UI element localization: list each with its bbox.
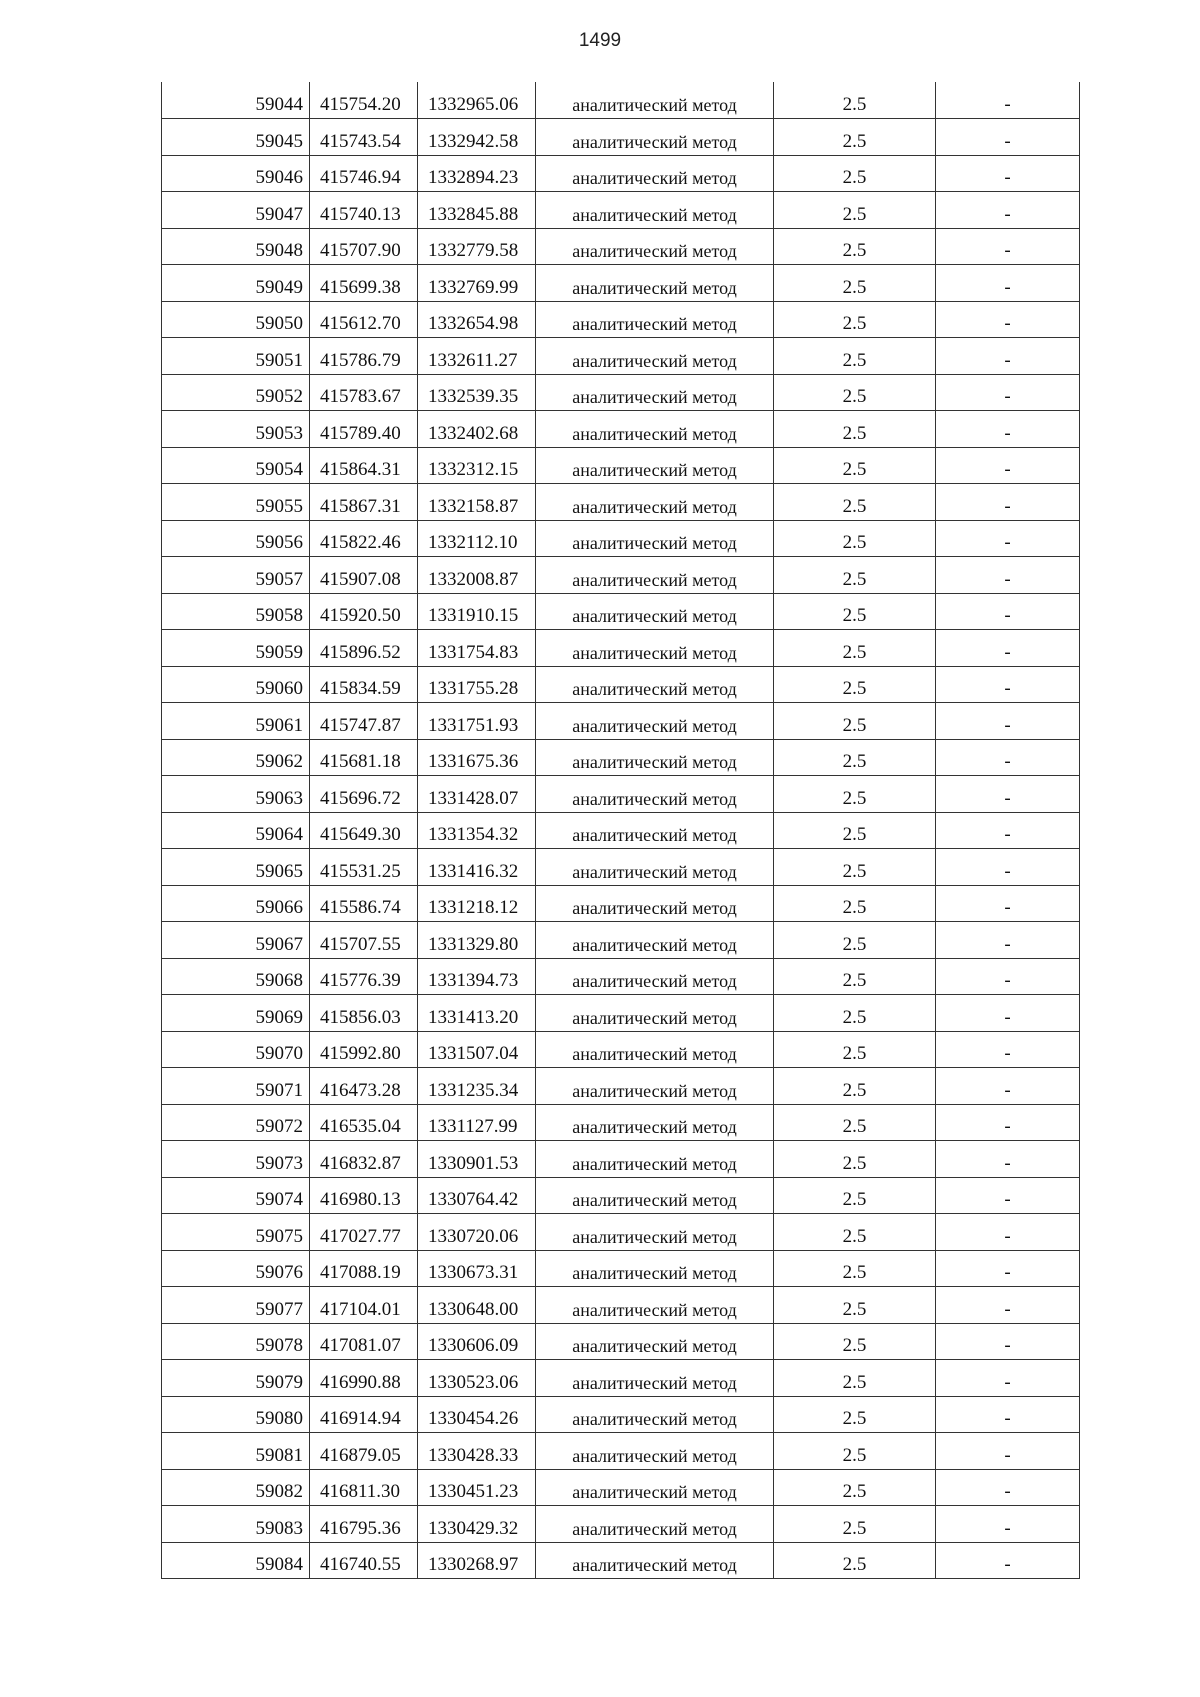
method-cell: аналитический метод <box>536 885 774 922</box>
note-cell: - <box>936 995 1080 1032</box>
point-number-cell: 59047 <box>162 192 310 229</box>
y-coordinate-cell: 1332845.88 <box>418 192 536 229</box>
y-coordinate-cell: 1331218.12 <box>418 885 536 922</box>
note-cell: - <box>936 265 1080 302</box>
precision-cell: 2.5 <box>774 1542 936 1579</box>
y-coordinate-cell: 1332894.23 <box>418 155 536 192</box>
precision-cell: 2.5 <box>774 82 936 119</box>
table-row <box>162 1433 1080 1470</box>
precision-cell: 2.5 <box>774 557 936 594</box>
point-number-cell: 59062 <box>162 739 310 776</box>
table-row <box>162 1287 1080 1324</box>
note-cell: - <box>936 1433 1080 1470</box>
y-coordinate-cell: 1332654.98 <box>418 301 536 338</box>
method-cell: аналитический метод <box>536 812 774 849</box>
x-coordinate-cell: 415699.38 <box>310 265 418 302</box>
note-cell: - <box>936 82 1080 119</box>
x-coordinate-cell: 415531.25 <box>310 849 418 886</box>
note-cell: - <box>936 155 1080 192</box>
method-cell: аналитический метод <box>536 1360 774 1397</box>
method-cell: аналитический метод <box>536 228 774 265</box>
point-number-cell: 59064 <box>162 812 310 849</box>
x-coordinate-cell: 415747.87 <box>310 703 418 740</box>
method-cell: аналитический метод <box>536 1287 774 1324</box>
y-coordinate-cell: 1330428.33 <box>418 1433 536 1470</box>
method-cell: аналитический метод <box>536 301 774 338</box>
x-coordinate-cell: 415864.31 <box>310 447 418 484</box>
table-row <box>162 1360 1080 1397</box>
table-row <box>162 155 1080 192</box>
note-cell: - <box>936 301 1080 338</box>
note-cell: - <box>936 484 1080 521</box>
y-coordinate-cell: 1330901.53 <box>418 1141 536 1178</box>
x-coordinate-cell: 416879.05 <box>310 1433 418 1470</box>
method-cell: аналитический метод <box>536 338 774 375</box>
method-cell: аналитический метод <box>536 374 774 411</box>
precision-cell: 2.5 <box>774 374 936 411</box>
point-number-cell: 59053 <box>162 411 310 448</box>
note-cell: - <box>936 593 1080 630</box>
y-coordinate-cell: 1331235.34 <box>418 1068 536 1105</box>
point-number-cell: 59074 <box>162 1177 310 1214</box>
precision-cell: 2.5 <box>774 995 936 1032</box>
note-cell: - <box>936 1360 1080 1397</box>
table-row <box>162 1214 1080 1251</box>
precision-cell: 2.5 <box>774 1360 936 1397</box>
y-coordinate-cell: 1332942.58 <box>418 119 536 156</box>
table-row <box>162 484 1080 521</box>
y-coordinate-cell: 1332769.99 <box>418 265 536 302</box>
point-number-cell: 59069 <box>162 995 310 1032</box>
note-cell: - <box>936 520 1080 557</box>
x-coordinate-cell: 415740.13 <box>310 192 418 229</box>
point-number-cell: 59045 <box>162 119 310 156</box>
point-number-cell: 59071 <box>162 1068 310 1105</box>
table-row <box>162 995 1080 1032</box>
table-row <box>162 411 1080 448</box>
page-number: 1499 <box>578 30 622 51</box>
note-cell: - <box>936 119 1080 156</box>
method-cell: аналитический метод <box>536 119 774 156</box>
table-row <box>162 265 1080 302</box>
table-row <box>162 1141 1080 1178</box>
method-cell: аналитический метод <box>536 484 774 521</box>
x-coordinate-cell: 416811.30 <box>310 1469 418 1506</box>
precision-cell: 2.5 <box>774 739 936 776</box>
y-coordinate-cell: 1332402.68 <box>418 411 536 448</box>
table-body <box>162 82 1080 1579</box>
method-cell: аналитический метод <box>536 1506 774 1543</box>
method-cell: аналитический метод <box>536 192 774 229</box>
precision-cell: 2.5 <box>774 812 936 849</box>
note-cell: - <box>936 447 1080 484</box>
precision-cell: 2.5 <box>774 301 936 338</box>
x-coordinate-cell: 416980.13 <box>310 1177 418 1214</box>
point-number-cell: 59046 <box>162 155 310 192</box>
table-row <box>162 703 1080 740</box>
x-coordinate-cell: 415856.03 <box>310 995 418 1032</box>
point-number-cell: 59061 <box>162 703 310 740</box>
precision-cell: 2.5 <box>774 849 936 886</box>
y-coordinate-cell: 1331413.20 <box>418 995 536 1032</box>
y-coordinate-cell: 1330764.42 <box>418 1177 536 1214</box>
x-coordinate-cell: 415789.40 <box>310 411 418 448</box>
note-cell: - <box>936 958 1080 995</box>
point-number-cell: 59056 <box>162 520 310 557</box>
precision-cell: 2.5 <box>774 1031 936 1068</box>
table-row <box>162 958 1080 995</box>
precision-cell: 2.5 <box>774 1141 936 1178</box>
note-cell: - <box>936 812 1080 849</box>
x-coordinate-cell: 415707.55 <box>310 922 418 959</box>
y-coordinate-cell: 1330523.06 <box>418 1360 536 1397</box>
table-row <box>162 1068 1080 1105</box>
x-coordinate-cell: 417027.77 <box>310 1214 418 1251</box>
x-coordinate-cell: 415907.08 <box>310 557 418 594</box>
note-cell: - <box>936 1031 1080 1068</box>
note-cell: - <box>936 192 1080 229</box>
precision-cell: 2.5 <box>774 1433 936 1470</box>
precision-cell: 2.5 <box>774 776 936 813</box>
x-coordinate-cell: 417104.01 <box>310 1287 418 1324</box>
table-row <box>162 922 1080 959</box>
note-cell: - <box>936 1469 1080 1506</box>
x-coordinate-cell: 415783.67 <box>310 374 418 411</box>
table-row <box>162 885 1080 922</box>
point-number-cell: 59068 <box>162 958 310 995</box>
point-number-cell: 59082 <box>162 1469 310 1506</box>
table-row <box>162 338 1080 375</box>
method-cell: аналитический метод <box>536 1250 774 1287</box>
x-coordinate-cell: 415822.46 <box>310 520 418 557</box>
precision-cell: 2.5 <box>774 958 936 995</box>
y-coordinate-cell: 1330451.23 <box>418 1469 536 1506</box>
table-row <box>162 520 1080 557</box>
precision-cell: 2.5 <box>774 411 936 448</box>
method-cell: аналитический метод <box>536 155 774 192</box>
x-coordinate-cell: 416795.36 <box>310 1506 418 1543</box>
method-cell: аналитический метод <box>536 593 774 630</box>
note-cell: - <box>936 1214 1080 1251</box>
precision-cell: 2.5 <box>774 1104 936 1141</box>
note-cell: - <box>936 1250 1080 1287</box>
x-coordinate-cell: 417081.07 <box>310 1323 418 1360</box>
y-coordinate-cell: 1332779.58 <box>418 228 536 265</box>
note-cell: - <box>936 1506 1080 1543</box>
x-coordinate-cell: 415707.90 <box>310 228 418 265</box>
method-cell: аналитический метод <box>536 849 774 886</box>
precision-cell: 2.5 <box>774 155 936 192</box>
y-coordinate-cell: 1330429.32 <box>418 1506 536 1543</box>
x-coordinate-cell: 415696.72 <box>310 776 418 813</box>
method-cell: аналитический метод <box>536 1396 774 1433</box>
x-coordinate-cell: 415867.31 <box>310 484 418 521</box>
precision-cell: 2.5 <box>774 484 936 521</box>
method-cell: аналитический метод <box>536 1031 774 1068</box>
note-cell: - <box>936 557 1080 594</box>
table-row <box>162 119 1080 156</box>
x-coordinate-cell: 415992.80 <box>310 1031 418 1068</box>
point-number-cell: 59075 <box>162 1214 310 1251</box>
table-row <box>162 739 1080 776</box>
table-row <box>162 1250 1080 1287</box>
point-number-cell: 59081 <box>162 1433 310 1470</box>
x-coordinate-cell: 416832.87 <box>310 1141 418 1178</box>
y-coordinate-cell: 1332312.15 <box>418 447 536 484</box>
y-coordinate-cell: 1331329.80 <box>418 922 536 959</box>
method-cell: аналитический метод <box>536 776 774 813</box>
note-cell: - <box>936 1068 1080 1105</box>
method-cell: аналитический метод <box>536 1177 774 1214</box>
note-cell: - <box>936 776 1080 813</box>
y-coordinate-cell: 1332965.06 <box>418 82 536 119</box>
table-row <box>162 666 1080 703</box>
method-cell: аналитический метод <box>536 411 774 448</box>
point-number-cell: 59083 <box>162 1506 310 1543</box>
x-coordinate-cell: 415786.79 <box>310 338 418 375</box>
method-cell: аналитический метод <box>536 520 774 557</box>
point-number-cell: 59065 <box>162 849 310 886</box>
precision-cell: 2.5 <box>774 447 936 484</box>
precision-cell: 2.5 <box>774 338 936 375</box>
y-coordinate-cell: 1332112.10 <box>418 520 536 557</box>
table-row <box>162 630 1080 667</box>
x-coordinate-cell: 415681.18 <box>310 739 418 776</box>
method-cell: аналитический метод <box>536 666 774 703</box>
table-row <box>162 1323 1080 1360</box>
note-cell: - <box>936 922 1080 959</box>
table-row <box>162 374 1080 411</box>
point-number-cell: 59066 <box>162 885 310 922</box>
x-coordinate-cell: 415746.94 <box>310 155 418 192</box>
table-row <box>162 593 1080 630</box>
y-coordinate-cell: 1332611.27 <box>418 338 536 375</box>
point-number-cell: 59049 <box>162 265 310 302</box>
note-cell: - <box>936 1396 1080 1433</box>
precision-cell: 2.5 <box>774 192 936 229</box>
point-number-cell: 59048 <box>162 228 310 265</box>
y-coordinate-cell: 1331416.32 <box>418 849 536 886</box>
method-cell: аналитический метод <box>536 630 774 667</box>
note-cell: - <box>936 630 1080 667</box>
point-number-cell: 59057 <box>162 557 310 594</box>
table-row <box>162 82 1080 119</box>
point-number-cell: 59059 <box>162 630 310 667</box>
point-number-cell: 59076 <box>162 1250 310 1287</box>
note-cell: - <box>936 1141 1080 1178</box>
point-number-cell: 59070 <box>162 1031 310 1068</box>
note-cell: - <box>936 703 1080 740</box>
point-number-cell: 59051 <box>162 338 310 375</box>
point-number-cell: 59058 <box>162 593 310 630</box>
precision-cell: 2.5 <box>774 1469 936 1506</box>
table-row <box>162 1177 1080 1214</box>
y-coordinate-cell: 1330454.26 <box>418 1396 536 1433</box>
x-coordinate-cell: 416535.04 <box>310 1104 418 1141</box>
x-coordinate-cell: 415834.59 <box>310 666 418 703</box>
point-number-cell: 59067 <box>162 922 310 959</box>
note-cell: - <box>936 1287 1080 1324</box>
precision-cell: 2.5 <box>774 885 936 922</box>
method-cell: аналитический метод <box>536 1433 774 1470</box>
point-number-cell: 59079 <box>162 1360 310 1397</box>
y-coordinate-cell: 1331428.07 <box>418 776 536 813</box>
method-cell: аналитический метод <box>536 265 774 302</box>
table-row <box>162 1469 1080 1506</box>
point-number-cell: 59052 <box>162 374 310 411</box>
table-row <box>162 1542 1080 1579</box>
y-coordinate-cell: 1331910.15 <box>418 593 536 630</box>
x-coordinate-cell: 415754.20 <box>310 82 418 119</box>
y-coordinate-cell: 1331755.28 <box>418 666 536 703</box>
point-number-cell: 59054 <box>162 447 310 484</box>
x-coordinate-cell: 416740.55 <box>310 1542 418 1579</box>
table-row <box>162 1031 1080 1068</box>
x-coordinate-cell: 415776.39 <box>310 958 418 995</box>
y-coordinate-cell: 1331394.73 <box>418 958 536 995</box>
method-cell: аналитический метод <box>536 703 774 740</box>
table-row <box>162 812 1080 849</box>
x-coordinate-cell: 417088.19 <box>310 1250 418 1287</box>
x-coordinate-cell: 416473.28 <box>310 1068 418 1105</box>
y-coordinate-cell: 1330606.09 <box>418 1323 536 1360</box>
note-cell: - <box>936 228 1080 265</box>
table-row <box>162 1104 1080 1141</box>
precision-cell: 2.5 <box>774 922 936 959</box>
method-cell: аналитический метод <box>536 82 774 119</box>
x-coordinate-cell: 415649.30 <box>310 812 418 849</box>
note-cell: - <box>936 666 1080 703</box>
y-coordinate-cell: 1330720.06 <box>418 1214 536 1251</box>
precision-cell: 2.5 <box>774 1177 936 1214</box>
precision-cell: 2.5 <box>774 666 936 703</box>
point-number-cell: 59055 <box>162 484 310 521</box>
x-coordinate-cell: 415896.52 <box>310 630 418 667</box>
method-cell: аналитический метод <box>536 995 774 1032</box>
y-coordinate-cell: 1330673.31 <box>418 1250 536 1287</box>
precision-cell: 2.5 <box>774 630 936 667</box>
precision-cell: 2.5 <box>774 1250 936 1287</box>
coordinates-table <box>161 82 1080 1579</box>
x-coordinate-cell: 416914.94 <box>310 1396 418 1433</box>
point-number-cell: 59077 <box>162 1287 310 1324</box>
precision-cell: 2.5 <box>774 1068 936 1105</box>
note-cell: - <box>936 374 1080 411</box>
precision-cell: 2.5 <box>774 593 936 630</box>
point-number-cell: 59073 <box>162 1141 310 1178</box>
y-coordinate-cell: 1330648.00 <box>418 1287 536 1324</box>
method-cell: аналитический метод <box>536 1542 774 1579</box>
y-coordinate-cell: 1331675.36 <box>418 739 536 776</box>
point-number-cell: 59050 <box>162 301 310 338</box>
point-number-cell: 59044 <box>162 82 310 119</box>
point-number-cell: 59063 <box>162 776 310 813</box>
precision-cell: 2.5 <box>774 1396 936 1433</box>
method-cell: аналитический метод <box>536 1141 774 1178</box>
precision-cell: 2.5 <box>774 228 936 265</box>
precision-cell: 2.5 <box>774 1214 936 1251</box>
y-coordinate-cell: 1331127.99 <box>418 1104 536 1141</box>
precision-cell: 2.5 <box>774 1323 936 1360</box>
y-coordinate-cell: 1331751.93 <box>418 703 536 740</box>
x-coordinate-cell: 416990.88 <box>310 1360 418 1397</box>
precision-cell: 2.5 <box>774 1287 936 1324</box>
method-cell: аналитический метод <box>536 447 774 484</box>
method-cell: аналитический метод <box>536 739 774 776</box>
table-row <box>162 447 1080 484</box>
precision-cell: 2.5 <box>774 265 936 302</box>
table-row <box>162 228 1080 265</box>
y-coordinate-cell: 1332008.87 <box>418 557 536 594</box>
note-cell: - <box>936 1104 1080 1141</box>
table-row <box>162 1506 1080 1543</box>
note-cell: - <box>936 739 1080 776</box>
x-coordinate-cell: 415743.54 <box>310 119 418 156</box>
table-row <box>162 776 1080 813</box>
method-cell: аналитический метод <box>536 1469 774 1506</box>
precision-cell: 2.5 <box>774 119 936 156</box>
method-cell: аналитический метод <box>536 1104 774 1141</box>
x-coordinate-cell: 415612.70 <box>310 301 418 338</box>
table-row <box>162 301 1080 338</box>
point-number-cell: 59084 <box>162 1542 310 1579</box>
note-cell: - <box>936 849 1080 886</box>
point-number-cell: 59072 <box>162 1104 310 1141</box>
table-row <box>162 849 1080 886</box>
point-number-cell: 59080 <box>162 1396 310 1433</box>
table-row <box>162 1396 1080 1433</box>
x-coordinate-cell: 415920.50 <box>310 593 418 630</box>
method-cell: аналитический метод <box>536 557 774 594</box>
y-coordinate-cell: 1332539.35 <box>418 374 536 411</box>
y-coordinate-cell: 1331507.04 <box>418 1031 536 1068</box>
precision-cell: 2.5 <box>774 1506 936 1543</box>
point-number-cell: 59060 <box>162 666 310 703</box>
y-coordinate-cell: 1331354.32 <box>418 812 536 849</box>
note-cell: - <box>936 1323 1080 1360</box>
precision-cell: 2.5 <box>774 520 936 557</box>
method-cell: аналитический метод <box>536 922 774 959</box>
note-cell: - <box>936 411 1080 448</box>
y-coordinate-cell: 1330268.97 <box>418 1542 536 1579</box>
table-row <box>162 192 1080 229</box>
precision-cell: 2.5 <box>774 703 936 740</box>
method-cell: аналитический метод <box>536 1323 774 1360</box>
note-cell: - <box>936 1177 1080 1214</box>
note-cell: - <box>936 338 1080 375</box>
note-cell: - <box>936 885 1080 922</box>
note-cell: - <box>936 1542 1080 1579</box>
method-cell: аналитический метод <box>536 1214 774 1251</box>
y-coordinate-cell: 1331754.83 <box>418 630 536 667</box>
method-cell: аналитический метод <box>536 958 774 995</box>
x-coordinate-cell: 415586.74 <box>310 885 418 922</box>
table-row <box>162 557 1080 594</box>
point-number-cell: 59078 <box>162 1323 310 1360</box>
method-cell: аналитический метод <box>536 1068 774 1105</box>
y-coordinate-cell: 1332158.87 <box>418 484 536 521</box>
